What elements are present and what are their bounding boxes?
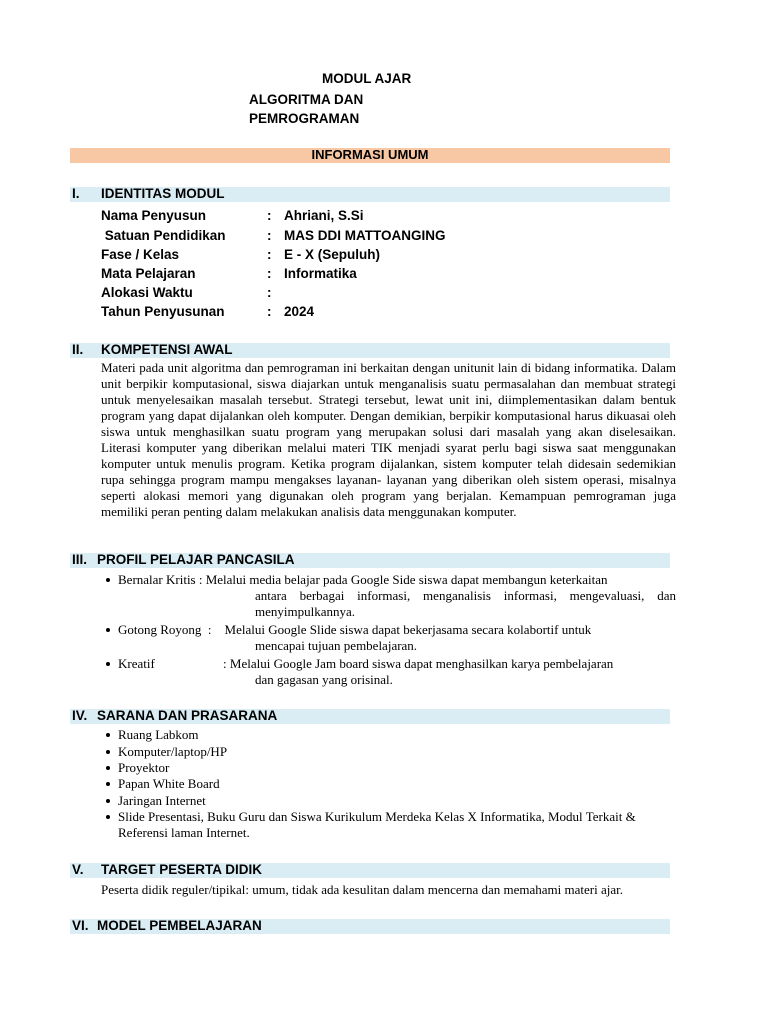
identitas-label: Nama Penyusun [101,208,207,223]
identitas-label: Satuan Pendidikan [101,228,226,243]
section-title: MODEL PEMBELAJARAN [97,918,262,933]
section-number: V. [72,862,84,877]
info-umum-title: INFORMASI UMUM [311,147,429,162]
section-heading-kompetensi [72,342,233,358]
sarana-item: Jaringan Internet [118,793,206,808]
section-title: IDENTITAS MODUL [101,186,225,201]
sarana-item: Slide Presentasi, Buku Guru dan Siswa Kurikulum Merdeka Kelas X Informatika, Modul Terkait & Referensi laman Internet. [118,809,636,840]
identitas-value: E - X (Sepuluh) [284,247,380,262]
section-title: SARANA DAN PRASARANA [97,708,278,723]
identitas-value: 2024 [284,304,315,319]
profil-item [118,572,676,620]
section-title: PROFIL PELAJAR PANCASILA [97,552,295,567]
target-text: Peserta didik reguler/tipikal: umum, tidak ada kesulitan dalam mencerna dan memahami materi ajar. [101,882,623,897]
sarana-item: Proyektor [118,760,170,775]
sarana-item: Papan White Board [118,776,220,791]
module-title: MODUL AJAR [322,71,412,86]
module-subtitle-line2: PEMROGRAMAN [249,111,360,126]
module-subtitle-line1: ALGORITMA DAN [249,92,364,107]
sarana-item: Ruang Labkom [118,727,199,742]
section-title: KOMPETENSI AWAL [101,342,233,357]
identitas-colon: : [267,228,272,243]
section-heading-identitas [72,186,225,202]
identitas-colon: : [267,266,272,281]
profil-item-head: Bernalar Kritis : Melalui media belajar pada Google Side siswa dapat membangun keterkaitan [118,572,608,587]
identitas-label: Tahun Penyusunan [101,304,225,319]
section-number: II. [72,342,84,357]
section-heading-sarana [72,708,277,724]
profil-item-head: Gotong Royong : Melalui Google Slide siswa dapat bekerjasama secara kolabortif untuk [118,622,592,637]
identitas-label: Fase / Kelas [101,247,180,262]
section-number: IV. [72,708,88,723]
section-number: VI. [72,918,89,933]
identitas-colon: : [267,304,272,319]
identitas-colon: : [267,285,272,300]
section-title: TARGET PESERTA DIDIK [101,862,263,877]
section-heading-model [72,918,262,934]
identitas-label: Alokasi Waktu [101,285,193,300]
profil-item-text: mencapai tujuan pembelajaran. [255,638,418,653]
identitas-value: Informatika [284,266,357,281]
profil-item-text: antara berbagai informasi, menganalisis informasi, mengevaluasi, dan menyimpulkannya. [255,588,676,619]
section-number: I. [72,186,80,201]
profil-item-head: Kreatif : Melalui Google Jam board siswa dapat menghasilkan karya pembelajaran [118,656,614,671]
identitas-value: Ahriani, S.Si [284,208,364,223]
identitas-label: Mata Pelajaran [101,266,196,281]
kompetensi-paragraph: Materi pada unit algoritma dan pemrograman ini berkaitan dengan unitunit lain di bidang informatika. Dalam unit berpikir komputasional, siswa diajarkan untuk menganalisis suatu permasalahan dan membuat strategi untuk menyelesaikan masalah tersebut. Strategi tersebut, lewat unit ini, diimplementasikan dalam bentuk program yang dapat dijalankan oleh komputer. Dengan demikian, berpikir komputasional harus dikuasai oleh siswa untuk menghasilkan suatu program yang merupakan solusi dari masalah yang akan diselesaikan. Literasi komputer yang diberikan melalui materi TIK menjadi syarat perlu bagi siswa saat menggunakan komputer untuk menulis program. Ketika program dijalankan, sistem komputer telah didesain sedemikian rupa sehingga program mampu mengakses layanan- layanan yang diberikan oleh sistem operasi, misalnya seperti alokasi memori yang digunakan oleh program yang berjalan. Kemampuan pemrograman juga memiliki peran penting dalam melakukan analisis data menggunakan komputer. [101,360,676,519]
profil-item [118,656,676,688]
section-heading-profil [72,552,295,568]
section-number: III. [72,552,88,567]
section-heading-target [72,862,262,878]
sarana-item: Komputer/laptop/HP [118,744,228,759]
profil-item [118,622,676,654]
identitas-colon: : [267,247,272,262]
profil-item-text: dan gagasan yang orisinal. [255,672,393,687]
identitas-colon: : [267,208,272,223]
identitas-value: MAS DDI MATTOANGING [284,228,446,243]
